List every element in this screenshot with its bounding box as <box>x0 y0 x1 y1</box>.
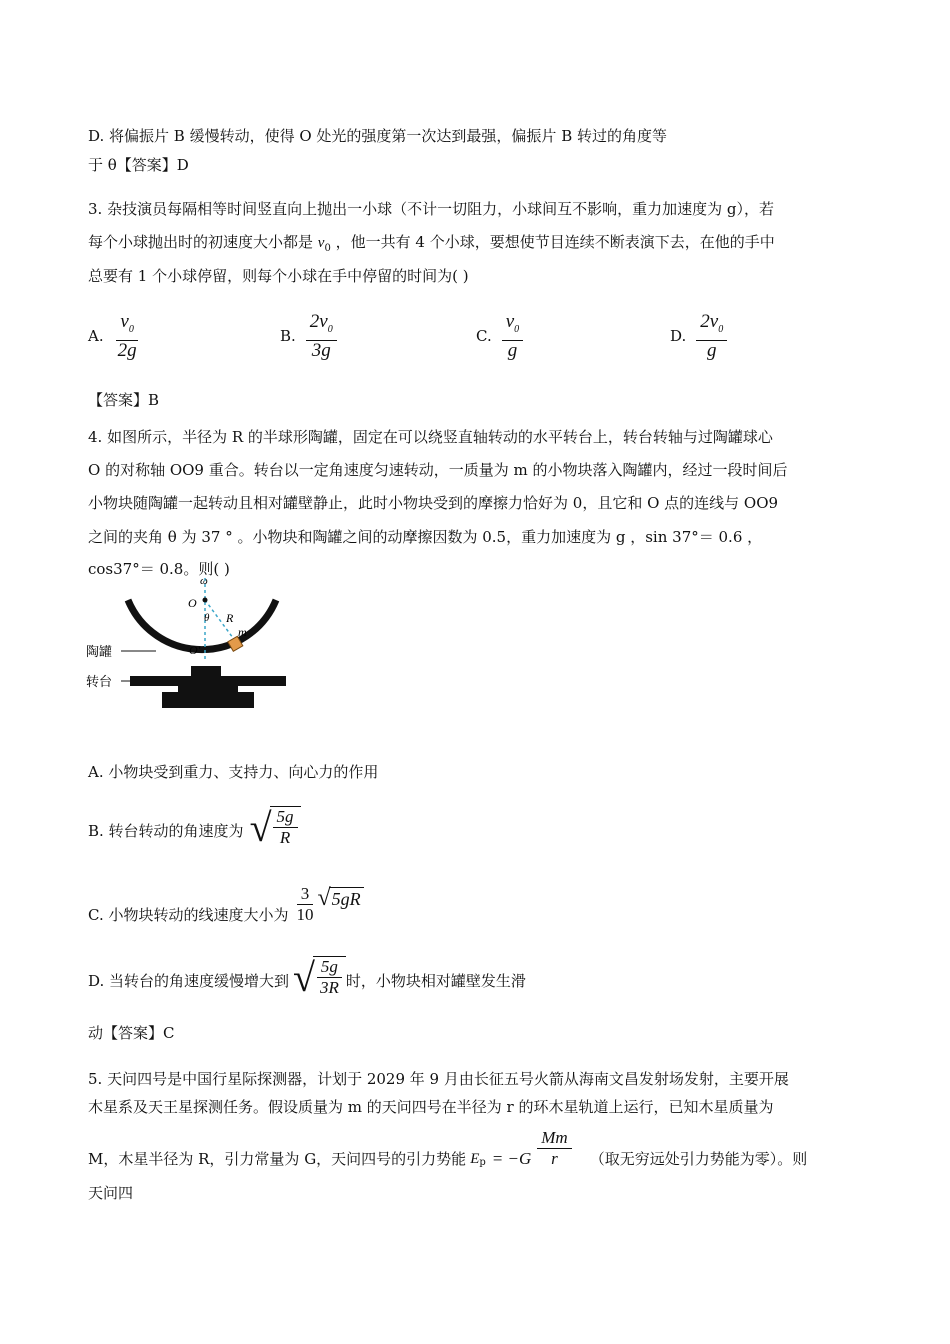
q5-stem-line4: 天问四 <box>88 1184 134 1202</box>
sqrt-expression: √ $\frac{5g}{3R}$ <box>293 956 346 998</box>
m-label: m <box>238 625 247 639</box>
q3-stem-line2: 每个小球抛出时的初速度大小都是 $v_0$ ，他一共有 4 个小球，要想使节目连续不断表演下去，在他的手中 <box>88 233 775 254</box>
q2-option-d-line2: 于 θ【答案】D <box>88 156 189 174</box>
q4-option-a[interactable]: A. 小物块受到重力、支持力、向心力的作用 <box>88 763 379 781</box>
q5-stem-line1: 5. 天问四号是中国行星际探测器，计划于 2029 年 9 月由长征五号火箭从海南文昌发射场发射，主要开展 <box>88 1070 789 1088</box>
o-prime-label: O' <box>189 643 201 657</box>
q4-stem-line2: O 的对称轴 OO9 重合。转台以一定角速度匀速转动，一质量为 m 的小物块落入陶罐内，经过一段时间后 <box>88 461 788 479</box>
r-label: R <box>226 611 234 625</box>
pot-turntable-figure <box>86 578 286 718</box>
sqrt-expression: √ $\frac{5g}{R}$ <box>250 806 301 848</box>
omega-label: ω <box>200 578 208 587</box>
theta-label: θ <box>204 612 210 624</box>
fraction: $\frac{v_0}{2g}$ <box>117 311 137 361</box>
q3-stem-line1: 3. 杂技演员每隔相等时间竖直向上抛出一小球（不计一切阻力，小球间互不影响，重力加速度为 g），若 <box>88 200 774 218</box>
q3-option-b[interactable]: B. $\frac{2v_0}{3g}$ <box>280 312 337 361</box>
q4-stem-line5: cos37°＝ 0.8。则( ) <box>88 560 230 578</box>
q5-stem-line3: M，木星半径为 R，引力常量为 G，天问四号的引力势能 E $_p$ = −G $\frac{Mm}{r}$ （取无穷远处引力势能为零）。则 <box>88 1127 808 1168</box>
pot-label: 陶罐 <box>86 645 113 660</box>
q4-stem-line4: 之间的夹角 θ 为 37 ° 。小物块和陶罐之间的动摩擦因数为 0.5，重力加速度为 g ，sin 37°＝ 0.6 ， <box>88 528 763 546</box>
fraction: $\frac{2v_0}{g}$ <box>696 312 727 361</box>
fraction: $\frac{2v_0}{3g}$ <box>306 312 337 361</box>
pot-shape <box>128 600 276 650</box>
q2-option-d-line1: D. 将偏振片 B 缓慢转动，使得 O 处光的强度第一次达到最强，偏振片 B 转过的角度等 <box>88 127 667 145</box>
pot-foot <box>191 666 221 678</box>
turntable-base <box>162 692 254 708</box>
q3-option-a[interactable]: A. $\frac{v_0}{2g}$ <box>88 312 141 361</box>
q4-stem-line3: 小物块随陶罐一起转动且相对罐壁静止，此时小物块受到的摩擦力恰好为 0，且它和 O 点的连线与 OO9 <box>88 494 779 512</box>
q4-option-c[interactable]: C. 小物块转动的线速度大小为 $\frac{3}{10}$ √ 5gR <box>88 882 364 926</box>
q4-option-b[interactable]: B. 转台转动的角速度为 √ $\frac{5g}{R}$ <box>88 806 301 848</box>
center-point <box>203 598 208 603</box>
turntable-neck <box>178 686 238 692</box>
q4-option-d[interactable]: D. 当转台的角速度缓慢增大到 √ $\frac{5g}{3R}$ 时，小物块相对罐壁发生滑 <box>88 955 526 1000</box>
sqrt-expression: √ 5gR <box>317 886 363 910</box>
q3-stem-line3: 总要有 1 个小球停留，则每个小球在手中停留的时间为( ) <box>88 267 469 285</box>
q3-option-d[interactable]: D. $\frac{2v_0}{g}$ <box>670 312 727 361</box>
q3-option-c[interactable]: C. $\frac{v_0}{g}$ <box>476 312 523 361</box>
q3-answer: 【答案】B <box>88 391 160 409</box>
q4-stem-line1: 4. 如图所示，半径为 R 的半球形陶罐，固定在可以绕竖直轴转动的水平转台上，转台转轴与过陶罐球心 <box>88 428 773 446</box>
table-label: 转台 <box>86 675 113 690</box>
fraction: $\frac{v_0}{g}$ <box>502 312 523 361</box>
q4-option-d-line2: 动【答案】C <box>88 1024 175 1042</box>
q5-stem-line2: 木星系及天王星探测任务。假设质量为 m 的天问四号在半径为 r 的环木星轨道上运行，已知木星质量为 <box>88 1098 774 1116</box>
o-label: O <box>188 596 197 610</box>
